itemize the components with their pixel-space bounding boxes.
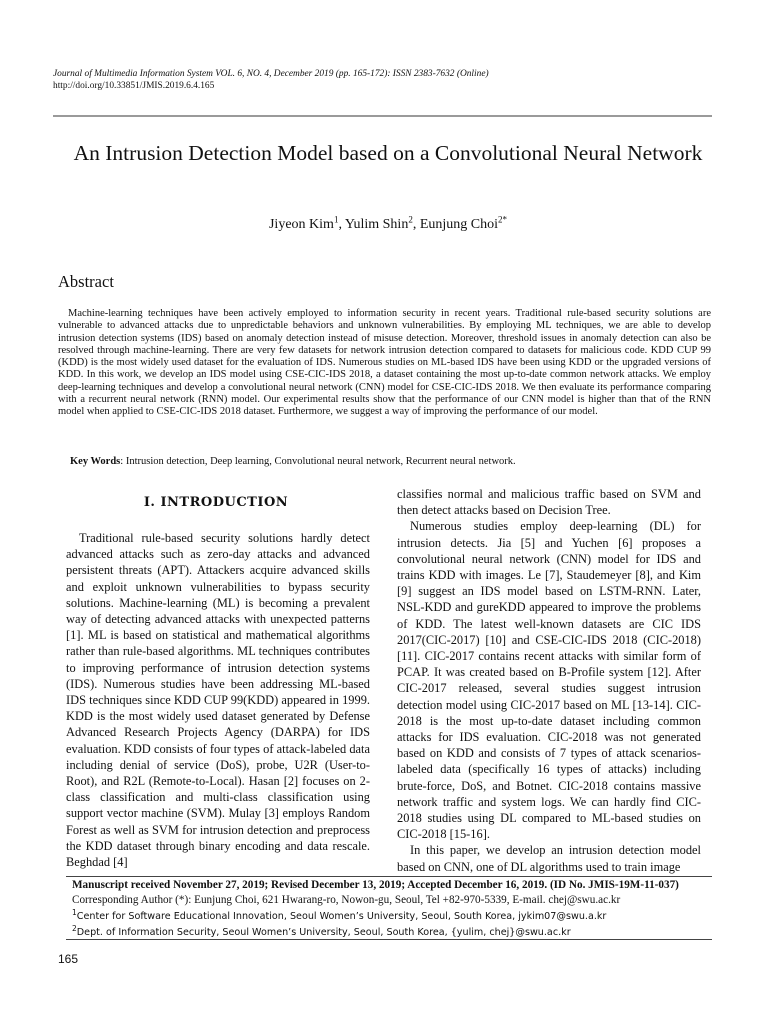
keywords-text: : Intrusion detection, Deep learning, Convolutional neural network, Recurrent neural network. xyxy=(120,456,516,467)
footnote-divider-bottom xyxy=(66,939,712,940)
abstract-heading: Abstract xyxy=(58,272,114,291)
keywords-label: Key Words xyxy=(70,456,121,467)
abstract-text: Machine-learning techniques have been actively employed to information security in recent years. Traditional rule-based security solutions are vulnerable to advanced attacks due to unpredictable behaviors and unknown vulnerabilities. By employing ML techniques, we are able to develop intrusion detection systems (IDS) based on anomaly detection instead of misuse detection. Moreover, threshold issues in anomaly detection can also be resolved through machine-learning. There are very few datasets for network intrusion detection compared to datasets for malicious code. KDD CUP 99 (KDD) is the most widely used dataset for the evaluation of IDS. Numerous studies on ML-based IDS have been using KDD or the upgraded versions of KDD. In this work, we develop an IDS model using CSE-CIC-IDS 2018, a dataset containing the most up-to-date common network attacks. We employ deep-learning techniques and develop a convolutional neural network (CNN) model for CSE-CIC-IDS 2018. We then evaluate its performance comparing with a recurrent neural network (RNN) model. Our experimental results show that the performance of our CNN model is higher than that of the RNN model when applied to CSE-CIC-IDS 2018 dataset. Furthermore, we suggest a way of improving the performance of our model. xyxy=(58,308,711,418)
author-affiliation-mark: 2 xyxy=(408,214,413,225)
author-separator: , xyxy=(338,217,345,232)
affiliation-mark: 1 xyxy=(72,907,77,917)
paragraph: classifies normal and malicious traffic based on SVM and then detect attacks based on Decision Tree. xyxy=(397,487,701,518)
paragraph: In this paper, we develop an intrusion detection model based on CNN, one of DL algorithms used to train image xyxy=(397,843,701,874)
corresponding-author: Corresponding Author (*): Eunjung Choi, 621 Hwarang-ro, Nowon-gu, Seoul, Tel +82-970-5339, E-mail. chej@swu.ac.kr xyxy=(72,894,621,906)
paper-title: An Intrusion Detection Model based on a Convolutional Neural Network xyxy=(73,141,703,165)
affiliation-mark: 2 xyxy=(72,923,77,933)
keywords xyxy=(70,455,710,468)
doi-link[interactable]: http://doi.org/10.33851/JMIS.2019.6.4.165 xyxy=(53,81,215,91)
author-list xyxy=(60,216,716,234)
affiliation-text: Dept. of Information Security, Seoul Women’s University, Seoul, South Korea, {yulim, chej}@swu.ac.kr xyxy=(76,927,571,938)
author-name: Eunjung Choi xyxy=(419,217,498,232)
author-affiliation-mark: 2* xyxy=(498,214,507,225)
affiliation-1 xyxy=(72,909,712,925)
right-column xyxy=(397,486,701,875)
paragraph: Numerous studies employ deep-learning (DL) for intrusion detects. Jia [5] and Yuchen [6] proposes a convolutional neural network (CNN) model for IDS and trains KDD with images. Le [7], Staudemeyer [8], and Kim [9] suggest an IDS model based on LSTM-RNN. Later, NSL-KDD and gureKDD appeared to improve the problems of KDD. The latest well-known datasets are CIC IDS 2017(CIC-2017) [10] and CSE-CIC-IDS 2018 (CIC-2018) [11]. CIC-2017 contains recent attacks with similar form of PCAP. It was created based on B-Profile system [12]. After CIC-2017 released, several studies suggest intrusion detection model using CIC-2017 based on ML [13-14]. CIC-2018 is the most up-to-date dataset including common attacks for IDS evaluation. CIC-2018 was not generated based on KDD and consists of 7 types of attack scenarios-labeled data (specifically 16 types of attacks) including brute-force, DoS, and Botnet. CIC-2018 contains massive network traffic and system logs. We can hardly find CIC-2018 studies using DL compared to ML-based studies on CIC-2018 [15-16]. xyxy=(397,519,701,842)
header-divider xyxy=(53,115,712,117)
affiliation-text: Center for Software Educational Innovation, Seoul Women’s University, Seoul, South Korea, jykim07@swu.a.kr xyxy=(76,911,607,922)
left-column xyxy=(66,530,370,870)
journal-citation: Journal of Multimedia Information System VOL. 6, NO. 4, December 2019 (pp. 165-172): ISSN 2383-7632 (Online) xyxy=(53,69,489,79)
manuscript-dates: Manuscript received November 27, 2019; Revised December 13, 2019; Accepted December 16, 2019. (ID No. JMIS-19M-11-037) xyxy=(72,879,679,891)
paragraph: Traditional rule-based security solutions hardly detect advanced attacks such as zero-day attacks and advanced persistent threats (APT). Attackers acquire advanced skills and exploit unknown vulnerabilities to bypass security solutions. Machine-learning (ML) is becoming a prevalent way of detecting advanced attacks with unexpected patterns [1]. ML is based on statistical and mathematical algorithms rather than rule-based algorithms. ML techniques contributes to improving performance of intrusion detection systems (IDS). Numerous studies have been addressing ML-based IDS techniques since KDD CUP 99(KDD) appeared in 1999. KDD is the most widely used dataset generated by Defense Advanced Research Projects Agency (DARPA) for IDS evaluation. KDD consists of four types of attack-labeled data including denial of service (DoS), probe, U2R (User-to-Root), and R2L (Remote-to-Local). Hasan [2] focuses on 2-class classification and multi-class classification using support vector machine (SVM). Mulay [3] employs Random Forest as well as SVM for intrusion detection and preprocess the KDD dataset through binary encoding and data rescale. Beghdad [4] xyxy=(66,531,370,870)
author-name: Jiyeon Kim xyxy=(268,217,334,232)
author-name: Yulim Shin xyxy=(344,217,409,232)
author-affiliation-mark: 1 xyxy=(333,214,339,225)
author-separator: , xyxy=(412,217,420,232)
page-number: 165 xyxy=(58,952,79,966)
section-heading: I. INTRODUCTION xyxy=(143,495,289,510)
footnote-divider-top xyxy=(66,876,712,877)
